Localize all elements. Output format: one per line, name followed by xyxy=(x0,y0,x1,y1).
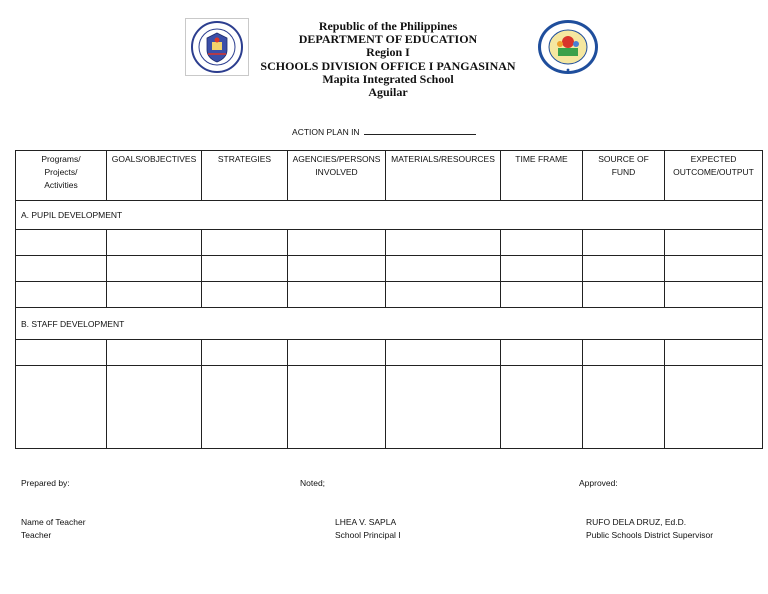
table-cell[interactable] xyxy=(386,366,501,449)
table-cell[interactable] xyxy=(107,256,202,282)
section-row-pupil xyxy=(16,201,763,230)
col-header-programs: Programs/ Projects/ Activities xyxy=(16,151,107,201)
noted-name: LHEA V. SAPLA xyxy=(335,517,397,527)
table-cell[interactable] xyxy=(583,282,665,308)
table-row xyxy=(16,340,763,366)
division-seal-icon xyxy=(536,18,600,76)
col-header-source-of-fund: SOURCE OF FUND xyxy=(583,151,665,201)
table-cell[interactable] xyxy=(16,282,107,308)
table-cell[interactable] xyxy=(202,256,288,282)
table-cell[interactable] xyxy=(107,340,202,366)
prepared-signatory xyxy=(21,516,86,542)
table-cell[interactable] xyxy=(665,256,763,282)
table-cell[interactable] xyxy=(386,256,501,282)
table-cell[interactable] xyxy=(386,282,501,308)
action-plan-label: ACTION PLAN IN xyxy=(292,127,360,137)
table-cell[interactable] xyxy=(665,366,763,449)
table-cell[interactable] xyxy=(202,366,288,449)
table-cell[interactable] xyxy=(501,340,583,366)
subject-blank-line[interactable] xyxy=(364,126,476,135)
table-cell[interactable] xyxy=(501,282,583,308)
table-cell[interactable] xyxy=(288,340,386,366)
table-cell[interactable] xyxy=(202,282,288,308)
col-header-goals: GOALS/OBJECTIVES xyxy=(107,151,202,201)
table-cell[interactable] xyxy=(583,256,665,282)
col-header-expected-outcome: EXPECTED OUTCOME/OUTPUT xyxy=(665,151,763,201)
header-school: Mapita Integrated School xyxy=(322,71,454,86)
prepared-by-label: Prepared by: xyxy=(21,478,70,488)
table-header-row xyxy=(16,151,763,201)
approved-signatory xyxy=(586,516,713,542)
table-cell[interactable] xyxy=(386,230,501,256)
table-cell[interactable] xyxy=(16,230,107,256)
table-cell[interactable] xyxy=(16,256,107,282)
table-cell[interactable] xyxy=(288,256,386,282)
table-cell[interactable] xyxy=(583,366,665,449)
table-cell[interactable] xyxy=(288,366,386,449)
table-row xyxy=(16,256,763,282)
noted-label: Noted; xyxy=(300,478,326,488)
header-town: Aguilar xyxy=(368,85,408,100)
col-header-time-frame: TIME FRAME xyxy=(501,151,583,201)
approved-name: RUFO DELA DRUZ, Ed.D. xyxy=(586,517,687,527)
action-plan-title xyxy=(0,126,768,137)
table-cell[interactable] xyxy=(583,230,665,256)
table-cell[interactable] xyxy=(386,340,501,366)
prepared-name: Name of Teacher xyxy=(21,517,86,527)
table-cell[interactable] xyxy=(202,340,288,366)
table-cell[interactable] xyxy=(665,340,763,366)
document-header xyxy=(0,18,768,108)
table-cell[interactable] xyxy=(501,230,583,256)
header-division: SCHOOLS DIVISION OFFICE I PANGASINAN xyxy=(260,58,516,73)
table-cell[interactable] xyxy=(501,256,583,282)
table-row xyxy=(16,366,763,449)
noted-signatory xyxy=(335,516,401,542)
table-cell[interactable] xyxy=(583,340,665,366)
noted-title: School Principal I xyxy=(335,530,401,540)
table-row xyxy=(16,282,763,308)
table-cell[interactable] xyxy=(288,282,386,308)
table-cell[interactable] xyxy=(665,230,763,256)
col-header-agencies: AGENCIES/PERSONS INVOLVED xyxy=(288,151,386,201)
table-cell[interactable] xyxy=(16,340,107,366)
table-cell[interactable] xyxy=(501,366,583,449)
section-title-pupil: A. PUPIL DEVELOPMENT xyxy=(16,201,763,230)
table-cell[interactable] xyxy=(202,230,288,256)
section-title-staff: B. STAFF DEVELOPMENT xyxy=(16,308,763,340)
table-cell[interactable] xyxy=(16,366,107,449)
deped-seal-icon xyxy=(185,18,249,76)
section-row-staff xyxy=(16,308,763,340)
table-cell[interactable] xyxy=(107,282,202,308)
table-cell[interactable] xyxy=(288,230,386,256)
prepared-title: Teacher xyxy=(21,530,52,540)
table-cell[interactable] xyxy=(665,282,763,308)
table-row xyxy=(16,230,763,256)
approved-title: Public Schools District Supervisor xyxy=(586,530,714,540)
approved-label: Approved: xyxy=(579,478,618,488)
header-republic: Republic of the Philippines xyxy=(318,19,458,33)
header-region: Region I xyxy=(366,45,410,60)
col-header-strategies: STRATEGIES xyxy=(202,151,288,201)
col-header-materials: MATERIALS/RESOURCES xyxy=(386,151,501,201)
table-cell[interactable] xyxy=(107,230,202,256)
action-plan-table xyxy=(15,150,763,449)
header-text-block xyxy=(250,20,526,99)
header-department: DEPARTMENT OF EDUCATION xyxy=(298,32,478,47)
table-cell[interactable] xyxy=(107,366,202,449)
